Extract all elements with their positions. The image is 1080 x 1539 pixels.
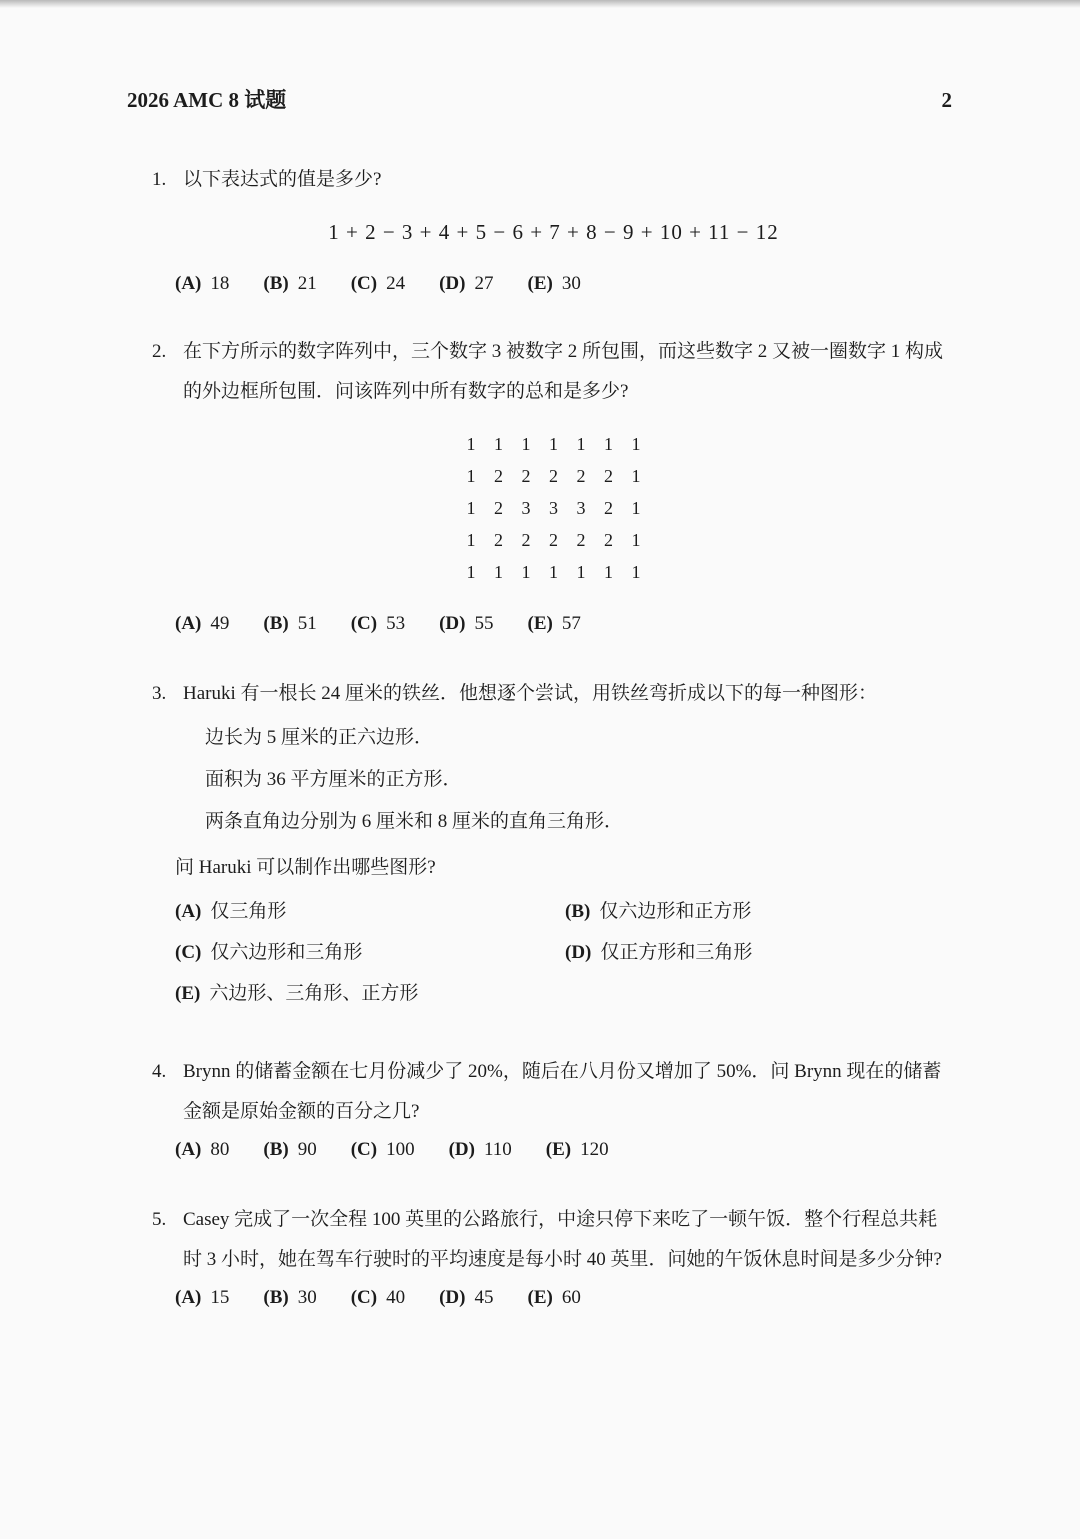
shape-list [205,724,955,836]
option-label: (C) [350,1139,378,1160]
option-label: (E) [527,613,553,634]
number-grid [152,428,955,588]
option-d [565,939,955,967]
page-number: 2 [941,88,952,112]
page-title: 2026 AMC 8 试题 [127,88,287,112]
option-a [175,1136,229,1164]
option-value: 49 [210,613,230,634]
option-label: (C) [175,942,202,963]
option-value: 57 [561,613,581,634]
option-label: (A) [175,901,202,922]
question-number: 3. [152,683,167,704]
math-expression: 1 + 2 − 3 + 4 + 5 − 6 + 7 + 8 − 9 + 10 + 11 − 12 [328,220,779,244]
shape-item: 边长为 5 厘米的正六边形． [205,727,434,748]
question-number: 2. [152,341,167,362]
option-value: 仅三角形 [210,901,287,922]
option-label: (B) [263,1139,289,1160]
grid-row: 1 1 1 1 1 1 1 [466,434,641,454]
question-stem: Casey 完成了一次全程 100 英里的公路旅行，中途只停下来吃了一顿午饭．整个行程总共耗时 3 小时，她在驾车行驶时的平均速度是每小时 40 英里．问她的午饭休息时间是多少分钟? [183,1209,942,1270]
option-value: 30 [561,273,581,294]
options-row [175,1284,955,1312]
option-value: 30 [297,1287,317,1308]
option-value: 120 [580,1139,609,1160]
option-value: 100 [386,1139,415,1160]
option-value: 45 [474,1287,494,1308]
option-value: 40 [386,1287,406,1308]
shape-item: 面积为 36 平方厘米的正方形． [205,769,462,790]
page-header [0,0,1080,114]
option-c [351,1284,405,1312]
option-label: (D) [439,273,466,294]
exam-content [0,160,1080,1312]
shape-item: 两条直角边分别为 6 厘米和 8 厘米的直角三角形． [205,811,624,832]
option-value: 27 [474,273,494,294]
question-2 [152,332,955,638]
option-label: (A) [175,273,202,294]
option-e [528,270,581,298]
option-label: (A) [175,1139,202,1160]
option-value: 六边形、三角形、正方形 [209,983,419,1004]
option-a [175,1284,229,1312]
option-e [528,1284,581,1312]
option-a [175,270,229,298]
question-number: 4. [152,1061,167,1082]
option-label: (C) [350,1287,378,1308]
option-b [263,1136,316,1164]
option-d [439,1284,493,1312]
option-value: 24 [386,273,406,294]
options-row [175,270,955,298]
option-value: 80 [210,1139,230,1160]
option-d [439,270,493,298]
option-label: (A) [175,1287,202,1308]
question-number: 1. [152,169,167,190]
option-c [351,1136,415,1164]
question-number: 5. [152,1209,167,1230]
grid-row: 1 2 3 3 3 2 1 [466,498,641,518]
option-label: (D) [448,1139,475,1160]
option-label: (E) [527,1287,553,1308]
question-stem: Haruki 有一根长 24 厘米的铁丝．他想逐个尝试，用铁丝弯折成以下的每一种图形： [183,683,878,704]
question-3 [152,674,955,1008]
option-label: (B) [263,1287,289,1308]
question-4 [152,1052,955,1164]
option-label: (E) [527,273,553,294]
option-value: 21 [297,273,317,294]
option-value: 55 [474,613,494,634]
option-label: (C) [350,613,378,634]
scan-edge-artifact [0,0,1080,8]
option-value: 51 [297,613,317,634]
option-label: (C) [350,273,378,294]
option-label: (B) [565,901,591,922]
options-row [175,1136,955,1164]
question-1 [152,160,955,298]
option-c [175,939,565,967]
question-stem: 在下方所示的数字阵列中，三个数字 3 被数字 2 所包围，而这些数字 2 又被一圈数字 1 构成的外边框所包围．问该阵列中所有数字的总和是多少? [183,341,944,402]
option-value: 53 [386,613,406,634]
grid-row: 1 2 2 2 2 2 1 [466,530,641,550]
option-value: 15 [210,1287,230,1308]
question-5 [152,1200,955,1312]
option-a [175,610,229,638]
options-row [175,610,955,638]
option-e [528,610,581,638]
option-label: (E) [545,1139,572,1160]
option-label: (E) [175,983,201,1004]
option-b [263,610,316,638]
question-stem: Brynn 的储蓄金额在七月份减少了 20%，随后在八月份又增加了 50%．问 Brynn 现在的储蓄金额是原始金额的百分之几? [183,1061,942,1122]
question-stem: 以下表达式的值是多少? [183,169,382,190]
options-grid [175,898,955,1008]
option-value: 仅正方形和三角形 [600,942,753,963]
option-value: 仅六边形和三角形 [210,942,363,963]
option-b [565,898,955,926]
option-label: (D) [439,1287,466,1308]
option-value: 仅六边形和正方形 [599,901,752,922]
grid-row: 1 2 2 2 2 2 1 [466,466,641,486]
option-e [546,1136,609,1164]
option-label: (D) [565,942,592,963]
option-b [263,1284,316,1312]
grid-row: 1 1 1 1 1 1 1 [466,562,641,582]
option-label: (B) [263,273,289,294]
option-c [351,270,405,298]
option-label: (D) [439,613,466,634]
option-value: 60 [561,1287,581,1308]
question-followup: 问 Haruki 可以制作出哪些图形? [175,857,436,878]
option-a [175,898,565,926]
option-value: 90 [297,1139,317,1160]
option-d [449,1136,512,1164]
option-e [175,980,565,1008]
option-value: 110 [484,1139,512,1160]
option-c [351,610,405,638]
option-label: (A) [175,613,202,634]
option-b [263,270,316,298]
option-value: 18 [210,273,230,294]
option-label: (B) [263,613,289,634]
option-d [439,610,493,638]
